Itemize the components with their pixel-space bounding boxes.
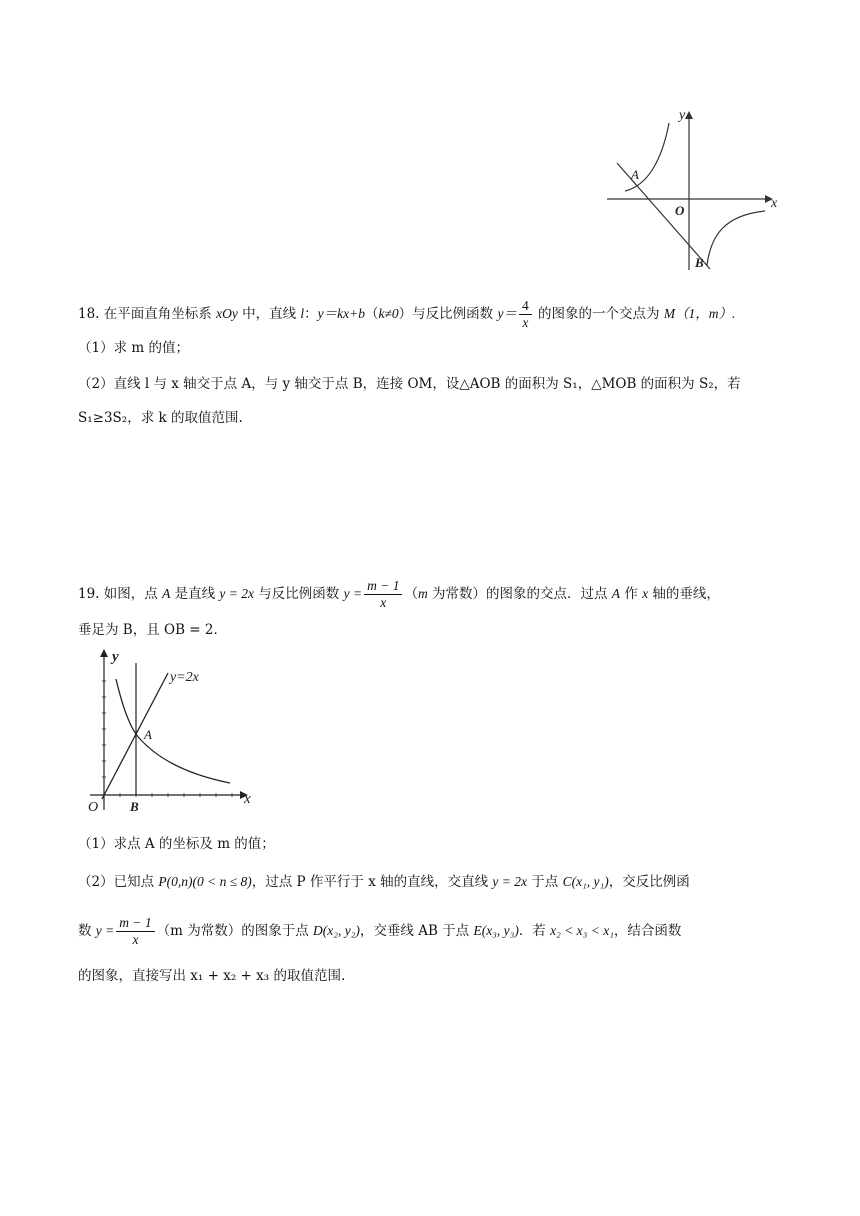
q18-text-2: 中，直线 bbox=[237, 306, 301, 322]
hyperbola-curve bbox=[116, 679, 230, 783]
q19-p2-fraction bbox=[116, 915, 154, 948]
fig1-point-a-label: A bbox=[631, 167, 639, 182]
q18-point-m: M（1，m）. bbox=[663, 306, 736, 321]
q18-part2-line2: S₁≥3S₂，求 k 的取值范围. bbox=[78, 410, 243, 426]
hyperbola-branch-lower bbox=[707, 211, 765, 265]
q19-p2-text-f: （m 为常数）的图象于点 bbox=[156, 923, 314, 939]
q18-text-1: 在平面直角坐标系 bbox=[103, 306, 217, 322]
q19-p2-inequality: x₂ < x₃ < x₁ bbox=[550, 923, 614, 938]
q19-point-e: E(x₃, y₃) bbox=[473, 923, 519, 938]
q19-p2-text-e: 数 bbox=[78, 923, 96, 939]
q19-part1: （1）求点 A 的坐标及 m 的值； bbox=[78, 836, 275, 852]
q19-text-5: 为常数）的图象的交点．过点 bbox=[427, 586, 612, 602]
q18-number: 18. bbox=[78, 306, 100, 322]
q19-point-d: D(x₂, y₂) bbox=[313, 923, 360, 938]
q19-p2-text-d: ，交反比例函 bbox=[608, 874, 690, 890]
fig2-line-label: y=2x bbox=[170, 670, 199, 685]
q19-frac-num: m − 1 bbox=[364, 578, 402, 595]
q18-text-6: 的图象的一个交点为 bbox=[533, 306, 664, 322]
q18-frac-num: 4 bbox=[519, 298, 532, 315]
q19-frac-den: x bbox=[380, 595, 387, 610]
fig1-origin-label: O bbox=[675, 203, 685, 218]
q18-xoy: xOy bbox=[216, 306, 238, 321]
q18-l: l bbox=[300, 306, 305, 321]
q19-y-eq: y = bbox=[343, 586, 363, 601]
q19-p2-text-h: ．若 bbox=[518, 923, 551, 939]
q19-stem-line2: 垂足为 B，且 OB = 2． bbox=[78, 622, 227, 638]
q19-number: 19. bbox=[78, 586, 100, 602]
q18-stem bbox=[78, 298, 735, 331]
q19-point-c: C(x₁, y₁) bbox=[562, 874, 609, 889]
q18-part1: （1）求 m 的值； bbox=[78, 340, 189, 356]
q19-text-2: 是直线 bbox=[170, 586, 220, 602]
line-y-2x bbox=[102, 673, 168, 799]
figure-2-graph bbox=[80, 645, 270, 815]
q19-x: x bbox=[642, 586, 649, 601]
q19-text-6: 作 bbox=[620, 586, 643, 602]
q18-y-eq: y＝ bbox=[497, 306, 517, 321]
q19-p2-line: y = 2x bbox=[492, 874, 528, 889]
fig2-origin-label: O bbox=[88, 800, 99, 815]
q19-part2-line2 bbox=[78, 915, 681, 948]
q18-fraction bbox=[519, 298, 532, 331]
q19-p2-text-b: ，过点 P 作平行于 x 轴的直线，交直线 bbox=[251, 874, 493, 890]
q19-stem bbox=[78, 578, 720, 611]
figure-1-graph bbox=[605, 105, 785, 275]
q18-text-4: （ bbox=[365, 306, 379, 322]
q19-text-7: 轴的垂线， bbox=[648, 586, 720, 602]
q18-part2-line1: （2）直线 l 与 x 轴交于点 A，与 y 轴交于点 B，连接 OM，设△AOB 的面积为 S₁，△MOB 的面积为 S₂，若 bbox=[78, 376, 741, 392]
q19-p2-text-g: ，交垂线 AB 于点 bbox=[359, 923, 474, 939]
q19-fraction bbox=[364, 578, 402, 611]
fig2-x-label: x bbox=[244, 791, 251, 807]
q19-p2-text-c: 于点 bbox=[527, 874, 563, 890]
y-axis-arrow-icon bbox=[100, 649, 108, 657]
q18-frac-den: x bbox=[522, 315, 529, 330]
q19-p2-text-a: （2）已知点 bbox=[78, 874, 159, 890]
fig1-x-label: x bbox=[771, 196, 778, 211]
q18-line-eq: y＝kx+b bbox=[317, 306, 366, 321]
q18-text-3: ： bbox=[304, 306, 318, 322]
q19-a: A bbox=[162, 586, 171, 601]
q18-k-cond: k≠0 bbox=[378, 306, 399, 321]
q19-p2-text-i: ，结合函数 bbox=[613, 923, 682, 939]
q19-part2-line1 bbox=[78, 872, 690, 892]
q19-a2: A bbox=[611, 586, 621, 601]
y-axis-arrow-icon bbox=[685, 111, 693, 119]
q19-line: y = 2x bbox=[219, 586, 255, 601]
q19-m: m bbox=[417, 586, 428, 601]
q19-p2-y-eq: y = bbox=[95, 923, 115, 938]
fig2-point-a-label: A bbox=[144, 727, 152, 742]
q19-p2-frac-den: x bbox=[132, 932, 139, 947]
fig2-point-b-label: B bbox=[130, 799, 139, 814]
fig2-y-label: y bbox=[112, 649, 119, 665]
fig1-y-label: y bbox=[679, 108, 686, 123]
q18-text-5: ）与反比例函数 bbox=[398, 306, 498, 322]
q19-part2-line3: 的图象，直接写出 x₁ + x₂ + x₃ 的取值范围. bbox=[78, 968, 346, 984]
q19-text-4: （ bbox=[404, 586, 418, 602]
fig1-point-b-label: B bbox=[695, 255, 704, 270]
q19-text-3: 与反比例函数 bbox=[254, 586, 344, 602]
q19-p2-frac-num: m − 1 bbox=[116, 915, 154, 932]
q19-point-p: P(0,n)(0 < n ≤ 8) bbox=[158, 874, 252, 889]
q19-text-1: 如图，点 bbox=[103, 586, 163, 602]
